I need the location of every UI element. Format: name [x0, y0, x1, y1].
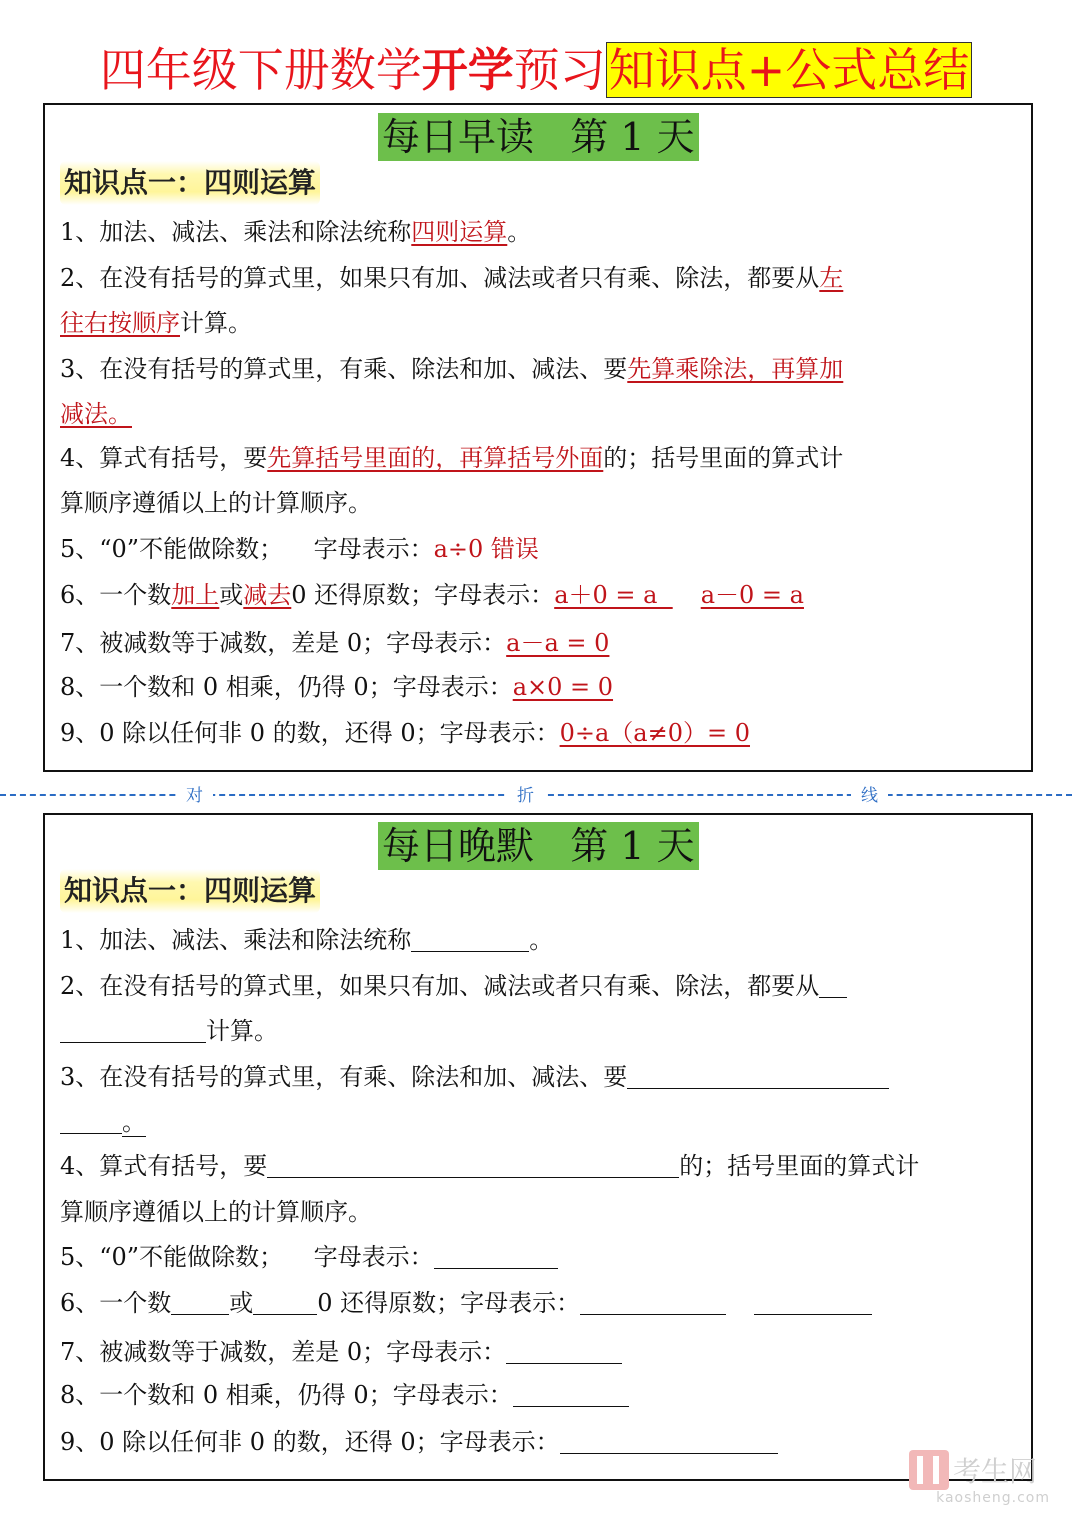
- morning-line-3b: [60, 397, 132, 431]
- evening-line-4: [60, 1149, 919, 1183]
- blank[interactable]: [513, 1380, 629, 1407]
- morning-line-2: [60, 261, 843, 295]
- text: 3、在没有括号的算式里，有乘、除法和加、减法、要: [60, 1063, 628, 1091]
- morning-line-9: [60, 716, 750, 750]
- evening-line-7: [60, 1335, 622, 1369]
- text: 9、0 除以任何非 0 的数，还得 0；字母表示：: [60, 719, 560, 747]
- text: 。: [122, 1108, 146, 1136]
- answer: 加上: [171, 581, 220, 609]
- blank[interactable]: [411, 925, 529, 952]
- title-highlight: 知识点+公式总结: [606, 42, 973, 98]
- answer: 先算括号里面的，再算括号外面: [267, 444, 604, 472]
- text: 1、加法、减法、乘法和除法统称: [60, 218, 412, 246]
- morning-line-4: [60, 441, 843, 475]
- evening-line-4b: [60, 1195, 372, 1229]
- text: 算顺序遵循以上的计算顺序。: [60, 1198, 372, 1226]
- answer: 先算乘除法，再算加: [627, 355, 844, 383]
- blank[interactable]: [171, 1288, 229, 1315]
- answer: 往右按顺序: [60, 309, 180, 337]
- kaosheng-logo-icon: [909, 1450, 949, 1490]
- evening-line-2: [60, 969, 847, 1003]
- text: 1、加法、减法、乘法和除法统称: [60, 926, 412, 954]
- evening-topic: 知识点一：四则运算: [60, 869, 320, 913]
- blank[interactable]: [60, 1016, 206, 1043]
- fold-label-2: 折: [507, 781, 544, 806]
- blank[interactable]: [560, 1427, 778, 1454]
- title-part2: 开学: [421, 43, 514, 97]
- text: 8、一个数和 0 相乘，仍得 0；字母表示：: [60, 1381, 513, 1409]
- evening-line-6: [60, 1286, 872, 1320]
- evening-line-8: [60, 1378, 629, 1412]
- evening-line-3b: [60, 1105, 146, 1139]
- watermark-text: 考生网: [953, 1455, 1038, 1488]
- blank[interactable]: [754, 1288, 872, 1315]
- morning-day-title: 每日早读 第 1 天: [378, 113, 699, 161]
- watermark-sub: kaosheng.com: [936, 1490, 1050, 1506]
- text: 6、一个数: [60, 1289, 172, 1317]
- morning-line-2b: [60, 306, 252, 340]
- blank[interactable]: [819, 971, 847, 998]
- text: 7、被减数等于减数，差是 0；字母表示：: [60, 629, 507, 657]
- text: 。: [507, 218, 532, 246]
- text: 4、算式有括号，要: [60, 1152, 268, 1180]
- page-title: [0, 38, 1072, 102]
- evening-line-1: [60, 923, 553, 957]
- blank[interactable]: [253, 1288, 317, 1315]
- blank[interactable]: [627, 1062, 889, 1089]
- text: 4、算式有括号，要: [60, 444, 268, 472]
- answer: a÷0 错误: [433, 535, 539, 563]
- answer: a－a = 0: [506, 629, 610, 657]
- evening-line-2b: [60, 1014, 278, 1048]
- text: 计算。: [206, 1017, 278, 1045]
- text: 0 还得原数；字母表示：: [317, 1289, 581, 1317]
- answer: a×0 = 0: [512, 673, 614, 701]
- answer: 减法。: [60, 400, 132, 428]
- morning-line-8: [60, 670, 613, 704]
- fold-label-3: 线: [851, 781, 888, 806]
- text: 6、一个数: [60, 581, 172, 609]
- morning-line-4b: [60, 486, 372, 520]
- text: 的；括号里面的算式计: [679, 1152, 920, 1180]
- text: 或: [219, 581, 244, 609]
- text: 2、在没有括号的算式里，如果只有加、减法或者只有乘、除法，都要从: [60, 972, 820, 1000]
- morning-line-1: [60, 215, 531, 249]
- text: 5、“0”不能做除数； 字母表示：: [60, 1243, 434, 1271]
- morning-line-3: [60, 352, 843, 386]
- morning-reading-box: [43, 103, 1033, 772]
- title-part3: 预习: [513, 43, 606, 97]
- evening-review-box: [43, 813, 1033, 1481]
- answer: 左: [819, 264, 844, 292]
- title-part1: 四年级下册数学: [99, 43, 422, 97]
- morning-topic: 知识点一：四则运算: [60, 161, 320, 205]
- evening-line-3: [60, 1060, 889, 1094]
- answer: a－0 = a: [700, 581, 804, 609]
- text: 。: [529, 926, 554, 954]
- text: 3、在没有括号的算式里，有乘、除法和加、减法、要: [60, 355, 628, 383]
- morning-line-6: [60, 578, 804, 612]
- blank[interactable]: [580, 1288, 726, 1315]
- answer: 0÷a（a≠0）= 0: [559, 719, 750, 747]
- text: 8、一个数和 0 相乘，仍得 0；字母表示：: [60, 673, 513, 701]
- text: 7、被减数等于减数，差是 0；字母表示：: [60, 1338, 507, 1366]
- blank[interactable]: [60, 1107, 122, 1134]
- morning-line-5: [60, 532, 539, 566]
- evening-day-title: 每日晚默 第 1 天: [378, 822, 699, 870]
- fold-label-1: 对: [176, 781, 213, 806]
- evening-line-9: [60, 1425, 778, 1459]
- text: 0 还得原数；字母表示：: [291, 581, 555, 609]
- text: 5、“0”不能做除数； 字母表示：: [60, 535, 434, 563]
- text: 算顺序遵循以上的计算顺序。: [60, 489, 372, 517]
- blank[interactable]: [506, 1337, 622, 1364]
- text: 9、0 除以任何非 0 的数，还得 0；字母表示：: [60, 1428, 560, 1456]
- answer: a＋0 = a: [554, 581, 673, 609]
- evening-line-5: [60, 1240, 558, 1274]
- blank[interactable]: [434, 1242, 558, 1269]
- text: 或: [229, 1289, 254, 1317]
- blank[interactable]: [267, 1151, 679, 1178]
- answer: 减去: [243, 581, 292, 609]
- text: 计算。: [180, 309, 252, 337]
- text: 的；括号里面的算式计: [603, 444, 844, 472]
- answer: 四则运算: [411, 218, 508, 246]
- watermark: [896, 1450, 1050, 1506]
- text: 2、在没有括号的算式里，如果只有加、减法或者只有乘、除法，都要从: [60, 264, 820, 292]
- morning-line-7: [60, 626, 609, 660]
